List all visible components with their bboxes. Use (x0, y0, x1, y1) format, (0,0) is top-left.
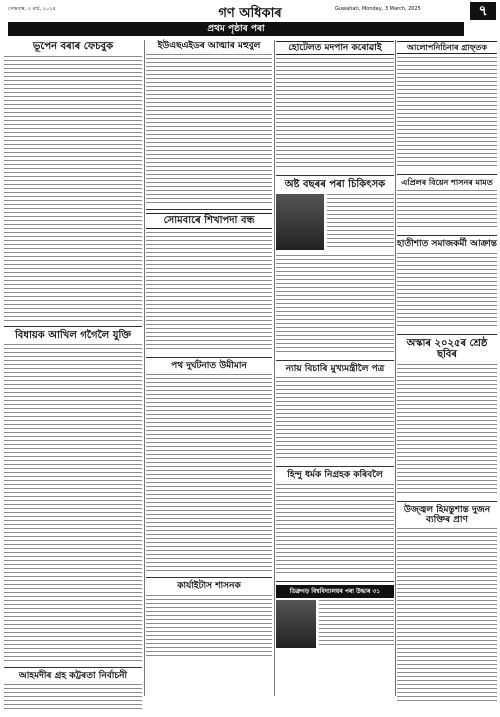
divider (4, 667, 142, 668)
article-body (4, 344, 142, 662)
column-rule (274, 40, 275, 696)
article-body (276, 255, 394, 355)
headline: পথ দুৰ্ঘটনাত উমীমান (171, 360, 247, 371)
section-banner: প্ৰথম পৃষ্ঠাৰ পৰা (8, 22, 464, 36)
article-body (146, 374, 272, 572)
header-date-right: Guwahati, Monday, 3 March, 2025 (335, 6, 421, 12)
page-header (0, 0, 500, 22)
article-body (397, 364, 497, 496)
column-rule (144, 40, 145, 696)
article-body (146, 232, 272, 352)
headline: অস্কাৰ ২০২৫ৰ শ্ৰেষ্ঠ ছবিৰ (406, 337, 488, 361)
column-1 (4, 40, 142, 717)
divider (397, 174, 497, 175)
article-body (146, 54, 272, 204)
article-body (397, 528, 497, 704)
masthead-title: গণ অধিকাৰ (218, 6, 282, 21)
headline: এপ্ৰিলৰ বিয়েন শাসনৰ মামত (401, 177, 493, 188)
page-number: ৭ (470, 2, 496, 20)
news-photo (276, 194, 324, 250)
column-4 (397, 40, 497, 709)
article-body (397, 57, 497, 169)
headline: আহমদীৰ গ্ৰহ কট্টৰতা নিৰ্বাচনী (18, 671, 128, 681)
article-body (319, 600, 394, 648)
headline: ভূপেন বৰাৰ ফেচবুক (32, 41, 114, 52)
column-3 (276, 40, 394, 653)
divider (4, 326, 142, 327)
article-body (397, 253, 497, 329)
divider (276, 581, 394, 582)
article-body (397, 190, 497, 230)
article-with-photo (276, 600, 394, 653)
divider (276, 360, 394, 361)
article-body (276, 58, 394, 170)
news-photo (276, 600, 316, 648)
article-body (276, 484, 394, 576)
headline: আলোপনিচিনাৰ গ্ৰাফ্তক (397, 41, 497, 54)
article-body (327, 194, 394, 250)
divider (276, 175, 394, 176)
headline: উজ্জ্বল হিমন্তুশান্ত দুজন ব্যক্তিৰ প্ৰাণ (403, 504, 491, 526)
headline: ইউএছএইডৰ আত্মাৰ মহুবুল (157, 41, 261, 51)
divider (276, 466, 394, 467)
headline: হিন্দু ধৰ্মক নিগ্ৰহক কৰিবলৈ (287, 470, 383, 481)
headline: হোটেলত মদপান কৰোৱাই (276, 41, 394, 55)
column-2 (146, 40, 272, 662)
column-rule (395, 40, 396, 696)
headline: সোমবাৰে শিখাপদা বন্ধ (146, 213, 272, 229)
divider (146, 577, 272, 578)
divider (146, 209, 272, 210)
divider (397, 501, 497, 502)
article-body (276, 377, 394, 461)
headline: অষ্ট বছৰৰ পৰা চিকিৎসক (284, 179, 386, 191)
divider (397, 235, 497, 236)
headline-banner: ডিব্ৰুগড় বিশ্ববিদ্যালয়ৰ পৰা উদ্ধাৰ ৩১ (276, 585, 394, 598)
header-date-left: সোমবাৰ, ৩ মাৰ্চ, ২০২৫ (8, 6, 56, 12)
divider (397, 334, 497, 335)
headline: বিধায়ক আখিল গগৈলৈ যুক্তি (14, 329, 132, 341)
article-body (4, 56, 142, 321)
divider (146, 357, 272, 358)
headline: হাতীশাত সমাজকৰ্মী আক্ৰান্ত (397, 239, 497, 250)
article-with-photo (276, 194, 394, 255)
headline: ন্যায় বিচাৰি মুখ্যমন্ত্ৰীলৈ পত্ৰ (285, 363, 385, 374)
headline: কাৰ্যাইটাস শাসনক (177, 581, 241, 592)
article-body (146, 595, 272, 657)
article-body (4, 684, 142, 712)
